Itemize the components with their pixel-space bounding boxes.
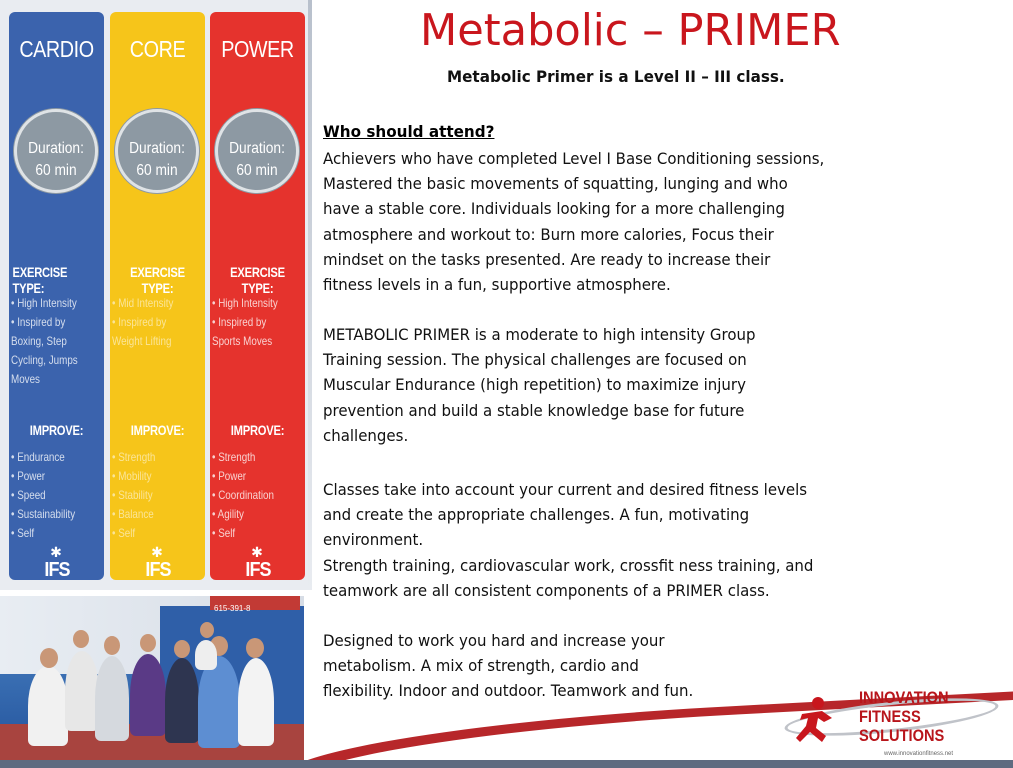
improve-list [11,448,103,543]
runner-logo-icon [792,696,838,746]
person [165,658,199,743]
duration-value: 60 min [35,162,77,179]
exercise-type-list [112,294,204,351]
person-head [174,640,190,658]
brand-logo [784,688,1006,758]
person-head [140,634,156,652]
list-item: Weight Lifting [112,334,172,348]
cardio-card [9,12,104,580]
page-subtitle: Metabolic Primer is a Level II – III class. [447,67,785,86]
list-item: Sports Moves [212,334,273,348]
list-item: • Inspired by [11,313,103,332]
paragraph-description: METABOLIC PRIMER is a moderate to high intensity Group Training session. The physical challenges are focused on Muscular Endurance (high repetition) to maximize injury prevention and build a stable knowledge base for future challenges. [323,325,756,445]
duration-value: 60 min [136,162,178,179]
list-item: • Speed [11,486,103,505]
list-item: • Inspired by [112,313,204,332]
list-item: • Endurance [11,448,103,467]
duration-label: Duration: [28,140,84,157]
duration-circle [215,109,299,193]
logo-text: IFS [245,559,271,580]
wall-sign [210,596,300,613]
runner-icon: ✱ [151,545,163,561]
exercise-type-heading: EXERCISE TYPE: [230,264,285,296]
improve-list [112,448,204,543]
brand-line-3: SOLUTIONS [859,726,945,745]
list-item: • Power [11,467,103,486]
list-item: • Strength [212,448,304,467]
duration-circle [115,109,199,193]
list-item: Boxing, Step [11,334,67,348]
list-item: • Strength [112,448,204,467]
list-item: • Power [212,467,304,486]
person [238,658,274,746]
bottom-bar [0,760,1013,768]
card-title: CORE [129,36,186,62]
list-item: • Agility [212,505,304,524]
brand-name [859,688,949,745]
runner-icon: ✱ [251,545,263,561]
duration-text [223,138,290,182]
wall-sign-text: 615-391-8 [214,604,251,613]
duration-circle [14,109,98,193]
paragraph-audience: Achievers who have completed Level I Base Conditioning sessions, Mastered the basic movements of squatting, lunging and who have a stable core. Individuals looking for a more challenging atmosphere and workout to: Burn more calories, Focus their mindset on the tasks presented. Are ready to increase their fitness levels in a fun, supportive atmosphere. [323,149,825,295]
list-item: • Mid Intensity [112,294,204,313]
card-title: CARDIO [19,36,94,62]
group-photo [0,596,304,768]
person [28,666,68,746]
list-item: • Self [11,524,103,543]
improve-list [212,448,304,543]
exercise-type-list [212,294,304,351]
duration-value: 60 min [236,162,278,179]
person-head [40,648,58,668]
brand-line-1: INNOVATION [859,688,949,707]
paragraph-classes: Classes take into account your current and desired fitness levels and create the appropriate challenges. A fun, motivating environment. Strength training, cardiovascular work, crossfit ness training, and teamwork are all consistent components of a PRIMER class. [323,480,814,600]
improve-heading: IMPROVE: [29,422,84,438]
improve-heading: IMPROVE: [230,422,285,438]
duration-text [123,138,190,182]
ifs-logo [39,545,73,580]
exercise-type-heading: EXERCISE TYPE: [12,264,68,296]
list-item: • Inspired by [212,313,304,332]
duration-text [22,138,89,182]
person-head [73,630,89,648]
logo-text: IFS [44,559,70,580]
list-item: Cycling, Jumps [11,353,78,367]
core-card [110,12,205,580]
logo-text: IFS [145,559,171,580]
who-should-attend-heading: Who should attend? [323,122,495,141]
person [195,640,217,670]
duration-label: Duration: [229,140,285,157]
list-item: • Self [212,524,304,543]
person-head [200,622,214,638]
person [65,651,99,731]
list-item: • Mobility [112,467,204,486]
runner-icon: ✱ [50,545,62,561]
person [95,656,129,741]
improve-heading: IMPROVE: [130,422,185,438]
list-item: • Stability [112,486,204,505]
card-title: POWER [221,36,294,62]
list-item: Moves [11,372,40,386]
paragraph-design: Designed to work you hard and increase your metabolism. A mix of strength, cardio and flexibility. Indoor and outdoor. Teamwork and fun. [323,631,694,701]
ifs-logo [140,545,174,580]
brand-url: www.innovationfitness.net [884,751,954,757]
list-item: • Coordination [212,486,304,505]
brand-line-2: FITNESS [859,707,921,726]
list-item: • High Intensity [212,294,304,313]
person-head [246,638,264,658]
list-item: • Self [112,524,204,543]
list-item: • Balance [112,505,204,524]
list-item: • High Intensity [11,294,103,313]
duration-label: Duration: [129,140,185,157]
exercise-type-heading: EXERCISE TYPE: [130,264,185,296]
power-card [210,12,305,580]
list-item: • Sustainability [11,505,103,524]
person-head [104,636,120,655]
exercise-type-list [11,294,103,389]
ifs-logo [240,545,274,580]
person [130,654,166,736]
class-cards-panel [0,0,312,590]
page-title: Metabolic – PRIMER [420,5,841,56]
